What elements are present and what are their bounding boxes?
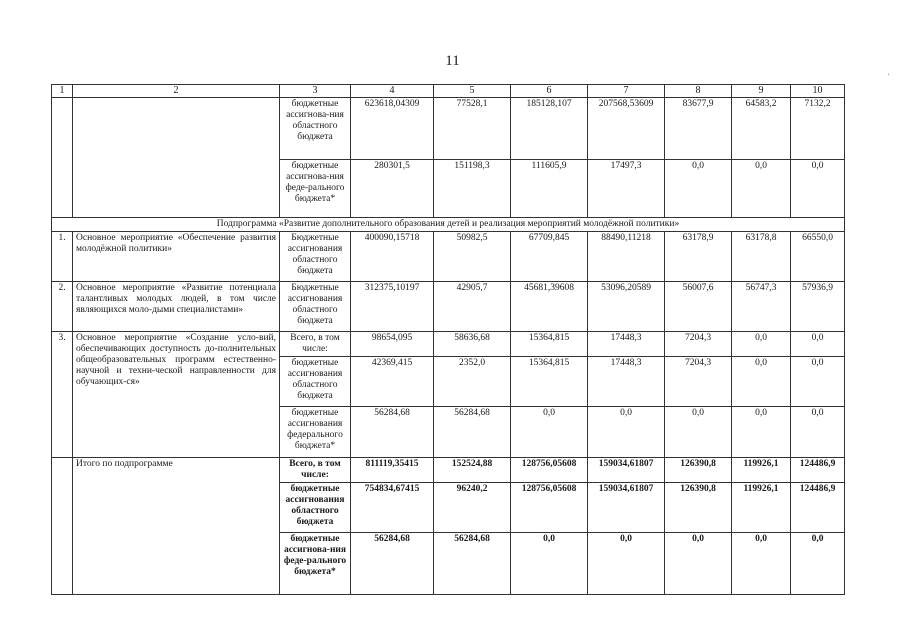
value-cell: 124486,9: [791, 483, 845, 533]
value-cell: 152524,88: [434, 458, 511, 483]
value-cell: 15364,815: [511, 357, 588, 407]
row-number-cell: [52, 458, 73, 595]
row-number-cell: [52, 98, 73, 218]
value-cell: 17497,3: [588, 160, 665, 218]
value-cell: 67709,845: [511, 232, 588, 282]
value-cell: 42905,7: [434, 282, 511, 332]
column-header: 1: [52, 85, 73, 98]
column-header-row: [52, 85, 845, 98]
table-row: [52, 458, 845, 483]
value-cell: 63178,9: [665, 232, 732, 282]
value-cell: 56284,68: [434, 533, 511, 595]
totals-label: Итого по подпрограмме: [73, 458, 280, 595]
value-cell: 0,0: [791, 533, 845, 595]
value-cell: 159034,61807: [588, 458, 665, 483]
value-cell: 0,0: [791, 357, 845, 407]
funding-source: Бюджетные ассигнования областного бюджета: [280, 232, 351, 282]
funding-source: бюджетные ассигнова-ния феде-рального бюджета*: [280, 533, 351, 595]
value-cell: 111605,9: [511, 160, 588, 218]
value-cell: 0,0: [732, 407, 791, 458]
column-header: 5: [434, 85, 511, 98]
value-cell: 56007,6: [665, 282, 732, 332]
value-cell: 623618,04309: [351, 98, 434, 160]
column-header: 10: [791, 85, 845, 98]
value-cell: 185128,107: [511, 98, 588, 160]
funding-source: бюджетные ассигнова-ния областного бюджета: [280, 98, 351, 160]
funding-source: бюджетные ассигнования федерального бюджета*: [280, 407, 351, 458]
column-header: 7: [588, 85, 665, 98]
value-cell: 88490,11218: [588, 232, 665, 282]
value-cell: 57936,9: [791, 282, 845, 332]
value-cell: 754834,67415: [351, 483, 434, 533]
value-cell: 0,0: [732, 332, 791, 357]
value-cell: 0,0: [791, 332, 845, 357]
value-cell: 45681,39608: [511, 282, 588, 332]
description-cell: [73, 98, 280, 218]
value-cell: 0,0: [588, 407, 665, 458]
value-cell: 0,0: [791, 407, 845, 458]
value-cell: 0,0: [732, 533, 791, 595]
value-cell: 0,0: [588, 533, 665, 595]
activity-description: Основное мероприятие «Развитие потенциала талантливых молодых людей, в том числе являющихся моло-дыми специалистами»: [73, 282, 280, 332]
value-cell: 66550,0: [791, 232, 845, 282]
value-cell: 400090,15718: [351, 232, 434, 282]
column-header: 6: [511, 85, 588, 98]
value-cell: 124486,9: [791, 458, 845, 483]
value-cell: 0,0: [732, 160, 791, 218]
value-cell: 17448,3: [588, 332, 665, 357]
row-number: 3.: [52, 332, 73, 458]
table-row: [52, 98, 845, 160]
column-header: 8: [665, 85, 732, 98]
budget-table: [51, 84, 845, 595]
value-cell: 50982,5: [434, 232, 511, 282]
value-cell: 7132,2: [791, 98, 845, 160]
value-cell: 0,0: [665, 160, 732, 218]
funding-source: бюджетные ассигнования областного бюджета: [280, 483, 351, 533]
value-cell: 7204,3: [665, 357, 732, 407]
value-cell: 280301,5: [351, 160, 434, 218]
page-number: 11: [445, 53, 460, 69]
subprogram-title: Подпрограмма «Развитие дополнительного образования детей и реализация мероприятий молодёжной политики»: [52, 218, 845, 232]
value-cell: 17448,3: [588, 357, 665, 407]
value-cell: 119926,1: [732, 458, 791, 483]
table-row: [52, 332, 845, 357]
funding-source: Бюджетные ассигнования областного бюджета: [280, 282, 351, 332]
value-cell: 0,0: [665, 407, 732, 458]
value-cell: 42369,415: [351, 357, 434, 407]
funding-source: Всего, в том числе:: [280, 458, 351, 483]
value-cell: 7204,3: [665, 332, 732, 357]
value-cell: 126390,8: [665, 458, 732, 483]
value-cell: 53096,20589: [588, 282, 665, 332]
value-cell: 0,0: [665, 533, 732, 595]
value-cell: 96240,2: [434, 483, 511, 533]
value-cell: 312375,10197: [351, 282, 434, 332]
value-cell: 128756,05608: [511, 458, 588, 483]
value-cell: 64583,2: [732, 98, 791, 160]
column-header: 3: [280, 85, 351, 98]
funding-source: бюджетные ассигнования областного бюджета: [280, 357, 351, 407]
value-cell: 15364,815: [511, 332, 588, 357]
value-cell: 0,0: [511, 533, 588, 595]
activity-description: Основное мероприятие «Создание усло-вий, обеспечивающих доступность до-полнительных общеобразовательных программ естественно-научной и техни-ческой направленности для обучающих-ся»: [73, 332, 280, 458]
value-cell: 126390,8: [665, 483, 732, 533]
value-cell: 128756,05608: [511, 483, 588, 533]
value-cell: 2352,0: [434, 357, 511, 407]
value-cell: 58636,68: [434, 332, 511, 357]
value-cell: 0,0: [732, 357, 791, 407]
subprogram-heading-row: [52, 218, 845, 232]
activity-description: Основное мероприятие «Обеспечение развития молодёжной политики»: [73, 232, 280, 282]
value-cell: 56284,68: [351, 533, 434, 595]
value-cell: 83677,9: [665, 98, 732, 160]
table-row: [52, 232, 845, 282]
value-cell: 811119,35415: [351, 458, 434, 483]
row-number: 1.: [52, 232, 73, 282]
value-cell: 119926,1: [732, 483, 791, 533]
funding-source: Всего, в том числе:: [280, 332, 351, 357]
funding-source: бюджетные ассигнова-ния феде-рального бюджета*: [280, 160, 351, 218]
margin-mark: ': [888, 72, 890, 81]
column-header: 2: [73, 85, 280, 98]
value-cell: 151198,3: [434, 160, 511, 218]
value-cell: 0,0: [791, 160, 845, 218]
value-cell: 56284,68: [351, 407, 434, 458]
value-cell: 56747,3: [732, 282, 791, 332]
value-cell: 98654,095: [351, 332, 434, 357]
value-cell: 77528,1: [434, 98, 511, 160]
value-cell: 0,0: [511, 407, 588, 458]
column-header: 9: [732, 85, 791, 98]
table-row: [52, 282, 845, 332]
value-cell: 63178,8: [732, 232, 791, 282]
value-cell: 56284,68: [434, 407, 511, 458]
value-cell: 159034,61807: [588, 483, 665, 533]
value-cell: 207568,53609: [588, 98, 665, 160]
column-header: 4: [351, 85, 434, 98]
row-number: 2.: [52, 282, 73, 332]
